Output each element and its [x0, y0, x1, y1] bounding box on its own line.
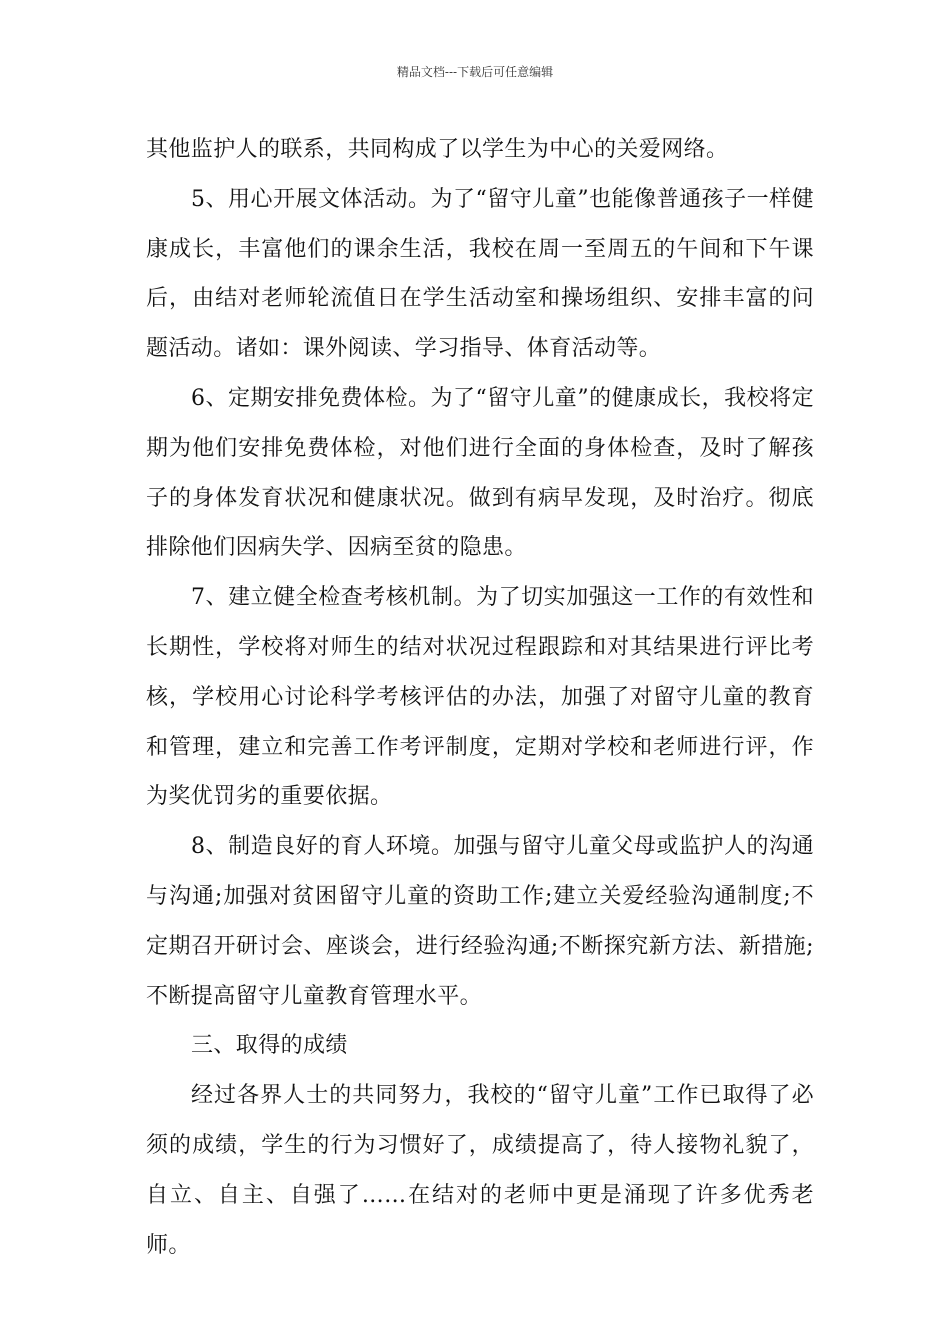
paragraph-item-8: 8、制造良好的育人环境。加强与留守儿童父母或监护人的沟通与沟通;加强对贫困留守儿童的资助工作;建立关爱经验沟通制度;不定期召开研讨会、座谈会，进行经验沟通;不断探究新方法、新措施;不断提高留守儿童教育管理水平。	[146, 834, 814, 1009]
page-header: 精品文档---下载后可任意编辑	[396, 65, 554, 79]
paragraph-item-7: 7、建立健全检查考核机制。为了切实加强这一工作的有效性和长期性，学校将对师生的结对状况过程跟踪和对其结果进行评比考核，学校用心讨论科学考核评估的办法，加强了对留守儿童的教育和管理，建立和完善工作考评制度，定期对学校和老师进行评，作为奖优罚劣的重要依据。	[146, 585, 814, 810]
paragraph-item-5: 5、用心开展文体活动。为了“留守儿童”也能像普通孩子一样健康成长，丰富他们的课余生活，我校在周一至周五的午间和下午课后，由结对老师轮流值日在学生活动室和操场组织、安排丰富的问题活动。诸如：课外阅读、学习指导、体育活动等。	[146, 186, 814, 362]
paragraph-item-6: 6、定期安排免费体检。为了“留守儿童”的健康成长，我校将定期为他们安排免费体检，对他们进行全面的身体检查，及时了解孩子的身体发育状况和健康状况。做到有病早发现，及时治疗。彻底排除他们因病失学、因病至贫的隐患。	[146, 385, 814, 561]
document-body	[146, 125, 814, 1270]
paragraph-achievements: 经过各界人士的共同努力，我校的“留守儿童”工作已取得了必须的成绩，学生的行为习惯好了，成绩提高了，待人接物礼貌了，自立、自主、自强了……在结对的老师中更是涌现了许多优秀老师。	[146, 1083, 814, 1258]
section-heading-achievements: 三、取得的成绩	[191, 1033, 348, 1059]
paragraph-continuation: 其他监护人的联系，共同构成了以学生为中心的关爱网络。	[146, 137, 729, 162]
